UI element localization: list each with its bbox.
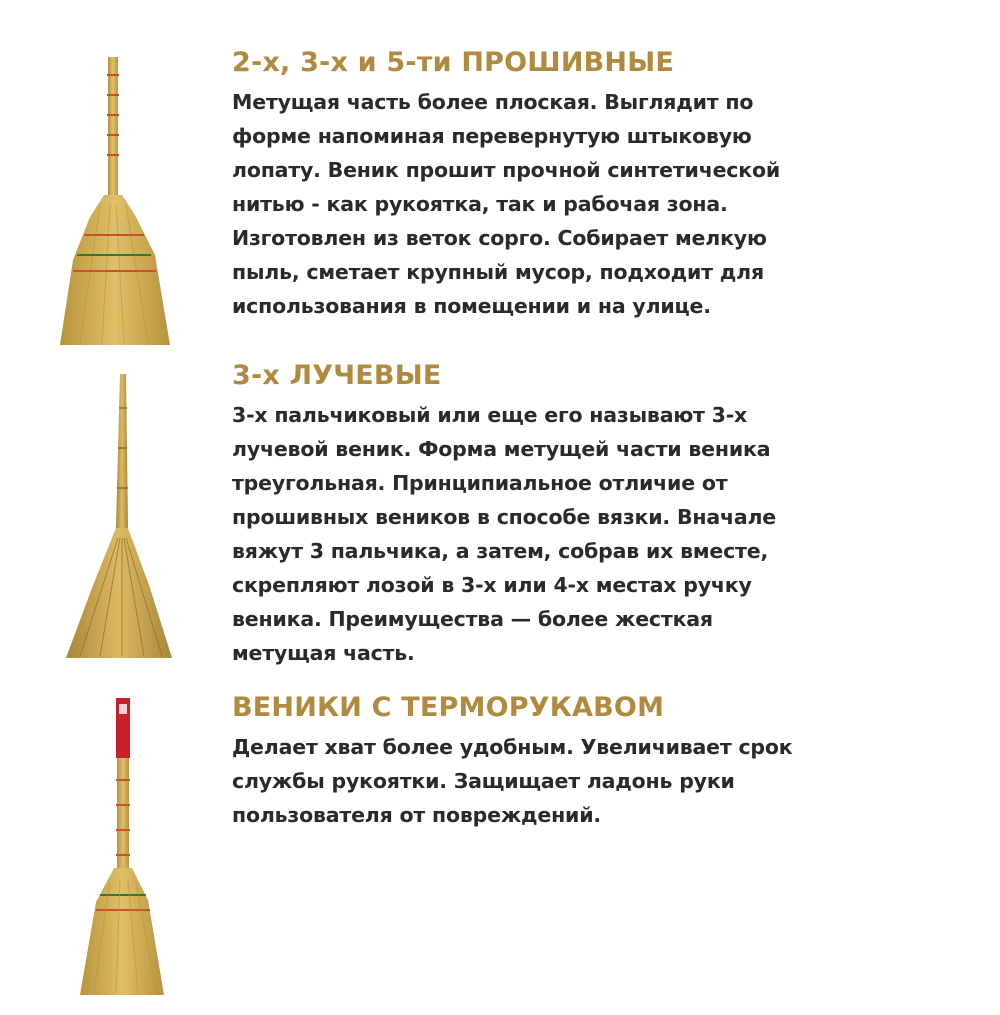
- description-line: Делает хват более удобным. Увеличивает срок: [232, 735, 793, 759]
- description-line: службы рукоятки. Защищает ладонь руки: [232, 769, 735, 793]
- description-line: пользователя от повреждений.: [232, 803, 601, 827]
- section-text: [232, 690, 972, 832]
- description-line: веника. Преимущества — более жесткая: [232, 607, 713, 631]
- description-line: вяжут 3 пальчика, а затем, собрав их вместе,: [232, 539, 769, 563]
- description-line: 3-х пальчиковый или еще его называют 3-х: [232, 403, 748, 427]
- description-line: нитью - как рукоятка, так и рабочая зона.: [232, 192, 728, 216]
- section-text: [232, 358, 972, 670]
- section-title: 2-х, 3-х и 5-ти ПРОШИВНЫЕ: [232, 47, 675, 78]
- section-three-finger-brooms: [0, 358, 1000, 678]
- section-title: 3-х ЛУЧЕВЫЕ: [232, 360, 442, 391]
- description-line: использования в помещении и на улице.: [232, 294, 711, 318]
- section-title: ВЕНИКИ С ТЕРМОРУКАВОМ: [232, 692, 665, 723]
- description-line: Метущая часть более плоская. Выглядит по: [232, 90, 754, 114]
- description-line: лучевой веник. Форма метущей части веника: [232, 437, 771, 461]
- section-thermo-sleeve-brooms: [0, 690, 1000, 1015]
- section-text: [232, 45, 972, 323]
- description-line: пыль, сметает крупный мусор, подходит для: [232, 260, 764, 284]
- description-line: скрепляют лозой в 3-х или 4-х местах ручку: [232, 573, 752, 597]
- thermo-sleeve-broom-image: [40, 690, 200, 1005]
- description-line: форме напоминая перевернутую штыковую: [232, 124, 752, 148]
- description-line: прошивных веников в способе вязки. Вначале: [232, 505, 776, 529]
- flat-sewn-broom-image: [40, 45, 200, 360]
- description-line: лопату. Веник прошит прочной синтетической: [232, 158, 780, 182]
- description-line: треугольная. Принципиальное отличие от: [232, 471, 728, 495]
- three-finger-broom-image: [40, 358, 200, 673]
- description-line: Изготовлен из веток сорго. Собирает мелкую: [232, 226, 767, 250]
- description-line: метущая часть.: [232, 641, 415, 665]
- section-sewn-brooms: [0, 45, 1000, 365]
